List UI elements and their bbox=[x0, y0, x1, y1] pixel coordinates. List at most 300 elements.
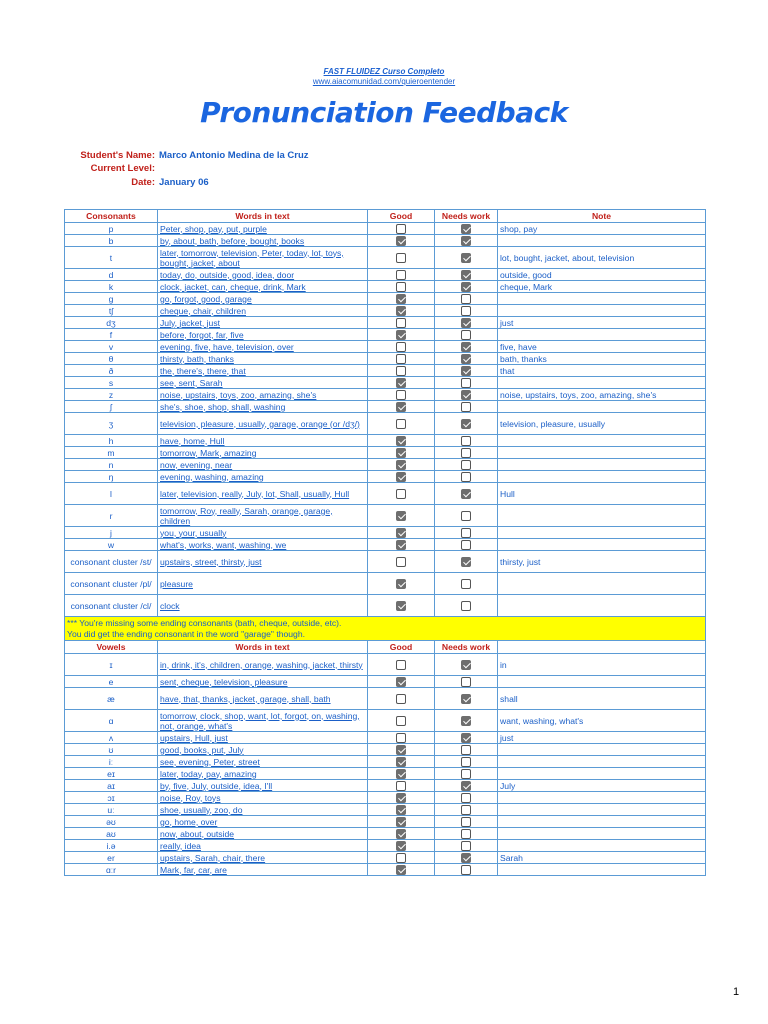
vowel-needs-work-header: Needs work bbox=[435, 641, 498, 654]
needs-work-cell bbox=[435, 483, 498, 505]
sound-symbol: iː bbox=[65, 756, 158, 768]
words-in-text: television, pleasure, usually, garage, orange (or /dʒ/) bbox=[158, 413, 368, 435]
needs-work-cell bbox=[435, 732, 498, 744]
good-checkbox[interactable] bbox=[396, 694, 406, 704]
needs-work-cell bbox=[435, 447, 498, 459]
words-in-text: evening, washing, amazing bbox=[158, 471, 368, 483]
needs-work-cell bbox=[435, 595, 498, 617]
needs-work-cell bbox=[435, 780, 498, 792]
sound-symbol: ʌ bbox=[65, 732, 158, 744]
needs-work-checkbox[interactable] bbox=[461, 448, 471, 458]
needs-work-checkbox[interactable] bbox=[461, 318, 471, 328]
website-link[interactable]: www.aiacomunidad.com/quieroentender bbox=[312, 77, 456, 86]
good-checkbox[interactable] bbox=[396, 306, 406, 316]
needs-work-checkbox[interactable] bbox=[461, 489, 471, 499]
good-cell bbox=[368, 471, 435, 483]
table-row bbox=[65, 676, 706, 688]
table-row bbox=[65, 471, 706, 483]
needs-work-cell bbox=[435, 317, 498, 329]
sound-symbol: ŋ bbox=[65, 471, 158, 483]
good-checkbox[interactable] bbox=[396, 472, 406, 482]
good-cell bbox=[368, 329, 435, 341]
good-cell bbox=[368, 413, 435, 435]
consonants-header: Consonants bbox=[65, 210, 158, 223]
needs-work-checkbox[interactable] bbox=[461, 716, 471, 726]
words-in-text: see, evening, Peter, street bbox=[158, 756, 368, 768]
needs-work-cell bbox=[435, 269, 498, 281]
needs-work-checkbox[interactable] bbox=[461, 677, 471, 687]
note-cell bbox=[498, 527, 706, 539]
words-in-text: clock bbox=[158, 595, 368, 617]
good-checkbox[interactable] bbox=[396, 781, 406, 791]
good-checkbox[interactable] bbox=[396, 460, 406, 470]
good-cell bbox=[368, 768, 435, 780]
good-checkbox[interactable] bbox=[396, 236, 406, 246]
note-cell: shall bbox=[498, 688, 706, 710]
words-in-text: by, about, bath, before, bought, books bbox=[158, 235, 368, 247]
needs-work-cell bbox=[435, 792, 498, 804]
words-in-text: in, drink, it's, children, orange, washing, jacket, thirsty bbox=[158, 654, 368, 676]
good-cell bbox=[368, 852, 435, 864]
good-cell bbox=[368, 247, 435, 269]
table-row bbox=[65, 305, 706, 317]
words-in-text: you, your, usually bbox=[158, 527, 368, 539]
words-in-text: noise, Roy, toys bbox=[158, 792, 368, 804]
words-in-text: she's, shoe, shop, shall, washing bbox=[158, 401, 368, 413]
note-cell bbox=[498, 744, 706, 756]
needs-work-cell bbox=[435, 247, 498, 269]
needs-work-cell bbox=[435, 756, 498, 768]
table-row bbox=[65, 816, 706, 828]
table-row bbox=[65, 293, 706, 305]
needs-work-checkbox[interactable] bbox=[461, 390, 471, 400]
sound-symbol: consonant cluster /st/ bbox=[65, 551, 158, 573]
table-row bbox=[65, 804, 706, 816]
note-cell bbox=[498, 235, 706, 247]
needs-work-checkbox[interactable] bbox=[461, 745, 471, 755]
words-in-text: later, television, really, July, lot, Shall, usually, Hull bbox=[158, 483, 368, 505]
student-name-label: Student's Name: bbox=[80, 150, 155, 161]
note-cell bbox=[498, 756, 706, 768]
sound-symbol: ʒ bbox=[65, 413, 158, 435]
needs-work-cell bbox=[435, 365, 498, 377]
good-cell bbox=[368, 223, 435, 235]
sound-symbol: r bbox=[65, 505, 158, 527]
good-checkbox[interactable] bbox=[396, 402, 406, 412]
table-row bbox=[65, 768, 706, 780]
needs-work-checkbox[interactable] bbox=[461, 270, 471, 280]
course-header bbox=[0, 67, 768, 87]
good-cell bbox=[368, 539, 435, 551]
good-checkbox[interactable] bbox=[396, 354, 406, 364]
words-in-text: tomorrow, Mark, amazing bbox=[158, 447, 368, 459]
needs-work-cell bbox=[435, 223, 498, 235]
good-checkbox[interactable] bbox=[396, 793, 406, 803]
date-label: Date: bbox=[131, 176, 155, 188]
table-row bbox=[65, 688, 706, 710]
words-in-text: shoe, usually, zoo, do bbox=[158, 804, 368, 816]
good-cell bbox=[368, 744, 435, 756]
needs-work-checkbox[interactable] bbox=[461, 366, 471, 376]
sound-symbol: eɪ bbox=[65, 768, 158, 780]
needs-work-checkbox[interactable] bbox=[461, 354, 471, 364]
good-cell bbox=[368, 447, 435, 459]
good-cell bbox=[368, 654, 435, 676]
good-checkbox[interactable] bbox=[396, 805, 406, 815]
sound-symbol: e bbox=[65, 676, 158, 688]
words-in-text: noise, upstairs, toys, zoo, amazing, she's bbox=[158, 389, 368, 401]
needs-work-checkbox[interactable] bbox=[461, 460, 471, 470]
warning-line-2: You did get the ending consonant in the word "garage" though. bbox=[67, 628, 305, 639]
good-checkbox[interactable] bbox=[396, 769, 406, 779]
good-checkbox[interactable] bbox=[396, 660, 406, 670]
words-in-text: later, today, pay, amazing bbox=[158, 768, 368, 780]
table-row bbox=[65, 435, 706, 447]
words-in-text: now, about, outside bbox=[158, 828, 368, 840]
note-cell: that bbox=[498, 365, 706, 377]
words-in-text: tomorrow, clock, shop, want, lot, forgot, on, washing, not, orange, what's bbox=[158, 710, 368, 732]
needs-work-checkbox[interactable] bbox=[461, 511, 471, 521]
sound-symbol: tʃ bbox=[65, 305, 158, 317]
note-cell bbox=[498, 447, 706, 459]
table-row bbox=[65, 573, 706, 595]
needs-work-cell bbox=[435, 435, 498, 447]
good-checkbox[interactable] bbox=[396, 390, 406, 400]
good-cell bbox=[368, 828, 435, 840]
note-cell bbox=[498, 435, 706, 447]
note-cell bbox=[498, 864, 706, 876]
table-row bbox=[65, 329, 706, 341]
needs-work-checkbox[interactable] bbox=[461, 436, 471, 446]
good-cell bbox=[368, 595, 435, 617]
table-row bbox=[65, 483, 706, 505]
sound-symbol: w bbox=[65, 539, 158, 551]
table-row bbox=[65, 281, 706, 293]
table-row bbox=[65, 505, 706, 527]
student-info bbox=[60, 149, 309, 189]
sound-symbol: dʒ bbox=[65, 317, 158, 329]
needs-work-header: Needs work bbox=[435, 210, 498, 223]
good-checkbox[interactable] bbox=[396, 528, 406, 538]
table-row bbox=[65, 595, 706, 617]
good-checkbox[interactable] bbox=[396, 540, 406, 550]
needs-work-checkbox[interactable] bbox=[461, 330, 471, 340]
good-checkbox[interactable] bbox=[396, 378, 406, 388]
note-cell bbox=[498, 768, 706, 780]
sound-symbol: g bbox=[65, 293, 158, 305]
needs-work-checkbox[interactable] bbox=[461, 472, 471, 482]
table-row bbox=[65, 732, 706, 744]
table-row bbox=[65, 365, 706, 377]
needs-work-checkbox[interactable] bbox=[461, 236, 471, 246]
note-cell bbox=[498, 505, 706, 527]
good-checkbox[interactable] bbox=[396, 865, 406, 875]
sound-symbol: t bbox=[65, 247, 158, 269]
table-row bbox=[65, 413, 706, 435]
good-cell bbox=[368, 756, 435, 768]
good-checkbox[interactable] bbox=[396, 330, 406, 340]
note-cell: five, have bbox=[498, 341, 706, 353]
words-in-text: go, home, over bbox=[158, 816, 368, 828]
warning-row bbox=[65, 617, 706, 641]
needs-work-cell bbox=[435, 551, 498, 573]
sound-symbol: ʃ bbox=[65, 401, 158, 413]
note-cell bbox=[498, 816, 706, 828]
good-checkbox[interactable] bbox=[396, 716, 406, 726]
sound-symbol: p bbox=[65, 223, 158, 235]
needs-work-checkbox[interactable] bbox=[461, 419, 471, 429]
note-cell: want, washing, what's bbox=[498, 710, 706, 732]
consonants-header-row bbox=[65, 210, 706, 223]
good-checkbox[interactable] bbox=[396, 557, 406, 567]
needs-work-cell bbox=[435, 401, 498, 413]
good-checkbox[interactable] bbox=[396, 829, 406, 839]
needs-work-cell bbox=[435, 828, 498, 840]
sound-symbol: j bbox=[65, 527, 158, 539]
good-checkbox[interactable] bbox=[396, 294, 406, 304]
needs-work-checkbox[interactable] bbox=[461, 540, 471, 550]
needs-work-cell bbox=[435, 864, 498, 876]
needs-work-checkbox[interactable] bbox=[461, 817, 471, 827]
table-row bbox=[65, 710, 706, 732]
note-cell bbox=[498, 305, 706, 317]
words-in-text: have, that, thanks, jacket, garage, shall, bath bbox=[158, 688, 368, 710]
needs-work-cell bbox=[435, 816, 498, 828]
needs-work-checkbox[interactable] bbox=[461, 402, 471, 412]
good-cell bbox=[368, 435, 435, 447]
good-cell bbox=[368, 816, 435, 828]
sound-symbol: consonant cluster /cl/ bbox=[65, 595, 158, 617]
note-cell: Hull bbox=[498, 483, 706, 505]
note-cell: Sarah bbox=[498, 852, 706, 864]
note-cell: outside, good bbox=[498, 269, 706, 281]
sound-symbol: ɔɪ bbox=[65, 792, 158, 804]
good-cell bbox=[368, 551, 435, 573]
note-cell bbox=[498, 804, 706, 816]
words-in-text: evening, five, have, television, over bbox=[158, 341, 368, 353]
sound-symbol: k bbox=[65, 281, 158, 293]
good-checkbox[interactable] bbox=[396, 419, 406, 429]
good-checkbox[interactable] bbox=[396, 366, 406, 376]
good-cell bbox=[368, 389, 435, 401]
vowels-header-row bbox=[65, 641, 706, 654]
sound-symbol: er bbox=[65, 852, 158, 864]
good-cell bbox=[368, 792, 435, 804]
needs-work-cell bbox=[435, 305, 498, 317]
needs-work-checkbox[interactable] bbox=[461, 579, 471, 589]
table-row bbox=[65, 756, 706, 768]
current-level-label: Current Level: bbox=[90, 163, 155, 175]
table-row bbox=[65, 317, 706, 329]
good-checkbox[interactable] bbox=[396, 733, 406, 743]
note-cell bbox=[498, 828, 706, 840]
sound-symbol: uː bbox=[65, 804, 158, 816]
table-row bbox=[65, 341, 706, 353]
words-in-text: what's, works, want, washing, we bbox=[158, 539, 368, 551]
table-row bbox=[65, 744, 706, 756]
good-cell bbox=[368, 864, 435, 876]
needs-work-cell bbox=[435, 840, 498, 852]
sound-symbol: i.ə bbox=[65, 840, 158, 852]
good-checkbox[interactable] bbox=[396, 841, 406, 851]
needs-work-checkbox[interactable] bbox=[461, 378, 471, 388]
note-cell bbox=[498, 401, 706, 413]
good-checkbox[interactable] bbox=[396, 436, 406, 446]
good-cell bbox=[368, 527, 435, 539]
good-cell bbox=[368, 573, 435, 595]
needs-work-checkbox[interactable] bbox=[461, 757, 471, 767]
page-number: 1 bbox=[733, 986, 740, 998]
sound-symbol: ɑ bbox=[65, 710, 158, 732]
needs-work-checkbox[interactable] bbox=[461, 528, 471, 538]
sound-symbol: aʊ bbox=[65, 828, 158, 840]
words-in-text: later, tomorrow, television, Peter, today, lot, toys, bought, jacket, about bbox=[158, 247, 368, 269]
good-checkbox[interactable] bbox=[396, 253, 406, 263]
table-row bbox=[65, 389, 706, 401]
needs-work-cell bbox=[435, 329, 498, 341]
good-cell bbox=[368, 710, 435, 732]
words-in-text: upstairs, Sarah, chair, there bbox=[158, 852, 368, 864]
sound-symbol: ʊ bbox=[65, 744, 158, 756]
needs-work-checkbox[interactable] bbox=[461, 853, 471, 863]
vowel-note-header bbox=[498, 641, 706, 654]
good-cell bbox=[368, 459, 435, 471]
words-in-text: by, five, July, outside, idea, I'll bbox=[158, 780, 368, 792]
needs-work-checkbox[interactable] bbox=[461, 793, 471, 803]
words-in-text: July, jacket, just bbox=[158, 317, 368, 329]
table-row bbox=[65, 864, 706, 876]
table-row bbox=[65, 401, 706, 413]
good-cell bbox=[368, 505, 435, 527]
needs-work-checkbox[interactable] bbox=[461, 805, 471, 815]
good-checkbox[interactable] bbox=[396, 511, 406, 521]
needs-work-cell bbox=[435, 341, 498, 353]
good-cell bbox=[368, 377, 435, 389]
good-checkbox[interactable] bbox=[396, 817, 406, 827]
note-cell: just bbox=[498, 732, 706, 744]
vowel-words-header: Words in text bbox=[158, 641, 368, 654]
needs-work-cell bbox=[435, 235, 498, 247]
table-row bbox=[65, 447, 706, 459]
table-row bbox=[65, 792, 706, 804]
note-cell: July bbox=[498, 780, 706, 792]
words-in-text: tomorrow, Roy, really, Sarah, orange, garage, children bbox=[158, 505, 368, 527]
needs-work-checkbox[interactable] bbox=[461, 660, 471, 670]
needs-work-cell bbox=[435, 413, 498, 435]
date-row bbox=[60, 176, 309, 189]
needs-work-checkbox[interactable] bbox=[461, 865, 471, 875]
warning-note bbox=[65, 617, 706, 641]
date-value: January 06 bbox=[159, 176, 209, 188]
student-name-row bbox=[60, 149, 309, 162]
needs-work-checkbox[interactable] bbox=[461, 781, 471, 791]
good-checkbox[interactable] bbox=[396, 270, 406, 280]
sound-symbol: v bbox=[65, 341, 158, 353]
good-cell bbox=[368, 353, 435, 365]
needs-work-checkbox[interactable] bbox=[461, 342, 471, 352]
needs-work-checkbox[interactable] bbox=[461, 601, 471, 611]
note-cell bbox=[498, 377, 706, 389]
needs-work-cell bbox=[435, 459, 498, 471]
note-cell: lot, bought, jacket, about, television bbox=[498, 247, 706, 269]
sound-symbol: s bbox=[65, 377, 158, 389]
sound-symbol: ɪ bbox=[65, 654, 158, 676]
needs-work-cell bbox=[435, 688, 498, 710]
needs-work-cell bbox=[435, 389, 498, 401]
sound-symbol: b bbox=[65, 235, 158, 247]
needs-work-checkbox[interactable] bbox=[461, 306, 471, 316]
note-cell: cheque, Mark bbox=[498, 281, 706, 293]
good-checkbox[interactable] bbox=[396, 601, 406, 611]
good-checkbox[interactable] bbox=[396, 677, 406, 687]
good-checkbox[interactable] bbox=[396, 342, 406, 352]
needs-work-checkbox[interactable] bbox=[461, 282, 471, 292]
consonant-rows bbox=[65, 223, 706, 617]
words-in-text: really, idea bbox=[158, 840, 368, 852]
note-cell: shop, pay bbox=[498, 223, 706, 235]
table-row bbox=[65, 353, 706, 365]
good-checkbox[interactable] bbox=[396, 448, 406, 458]
needs-work-checkbox[interactable] bbox=[461, 253, 471, 263]
needs-work-checkbox[interactable] bbox=[461, 841, 471, 851]
needs-work-checkbox[interactable] bbox=[461, 733, 471, 743]
good-checkbox[interactable] bbox=[396, 224, 406, 234]
note-cell bbox=[498, 329, 706, 341]
sound-symbol: θ bbox=[65, 353, 158, 365]
words-in-text: pleasure bbox=[158, 573, 368, 595]
needs-work-cell bbox=[435, 281, 498, 293]
good-cell bbox=[368, 732, 435, 744]
warning-line-1: *** You're missing some ending consonants (bath, cheque, outside, etc). bbox=[67, 617, 342, 628]
note-cell: bath, thanks bbox=[498, 353, 706, 365]
good-checkbox[interactable] bbox=[396, 853, 406, 863]
note-cell bbox=[498, 539, 706, 551]
good-checkbox[interactable] bbox=[396, 745, 406, 755]
vowel-rows bbox=[65, 654, 706, 876]
note-cell: in bbox=[498, 654, 706, 676]
needs-work-checkbox[interactable] bbox=[461, 829, 471, 839]
sound-symbol: æ bbox=[65, 688, 158, 710]
table-row bbox=[65, 235, 706, 247]
table-row bbox=[65, 539, 706, 551]
needs-work-checkbox[interactable] bbox=[461, 694, 471, 704]
good-cell bbox=[368, 804, 435, 816]
good-checkbox[interactable] bbox=[396, 318, 406, 328]
good-checkbox[interactable] bbox=[396, 282, 406, 292]
good-cell bbox=[368, 235, 435, 247]
needs-work-checkbox[interactable] bbox=[461, 769, 471, 779]
needs-work-checkbox[interactable] bbox=[461, 557, 471, 567]
course-link[interactable]: FAST FLUIDEZ Curso Completo bbox=[323, 67, 445, 76]
good-checkbox[interactable] bbox=[396, 489, 406, 499]
needs-work-checkbox[interactable] bbox=[461, 294, 471, 304]
table-row bbox=[65, 247, 706, 269]
sound-symbol: ð bbox=[65, 365, 158, 377]
table-row bbox=[65, 654, 706, 676]
needs-work-cell bbox=[435, 676, 498, 688]
current-level-row bbox=[60, 162, 309, 175]
words-header: Words in text bbox=[158, 210, 368, 223]
note-cell: just bbox=[498, 317, 706, 329]
needs-work-cell bbox=[435, 539, 498, 551]
words-in-text: before, forgot, far, five bbox=[158, 329, 368, 341]
needs-work-checkbox[interactable] bbox=[461, 224, 471, 234]
needs-work-cell bbox=[435, 804, 498, 816]
good-checkbox[interactable] bbox=[396, 579, 406, 589]
good-checkbox[interactable] bbox=[396, 757, 406, 767]
needs-work-cell bbox=[435, 654, 498, 676]
note-cell bbox=[498, 573, 706, 595]
